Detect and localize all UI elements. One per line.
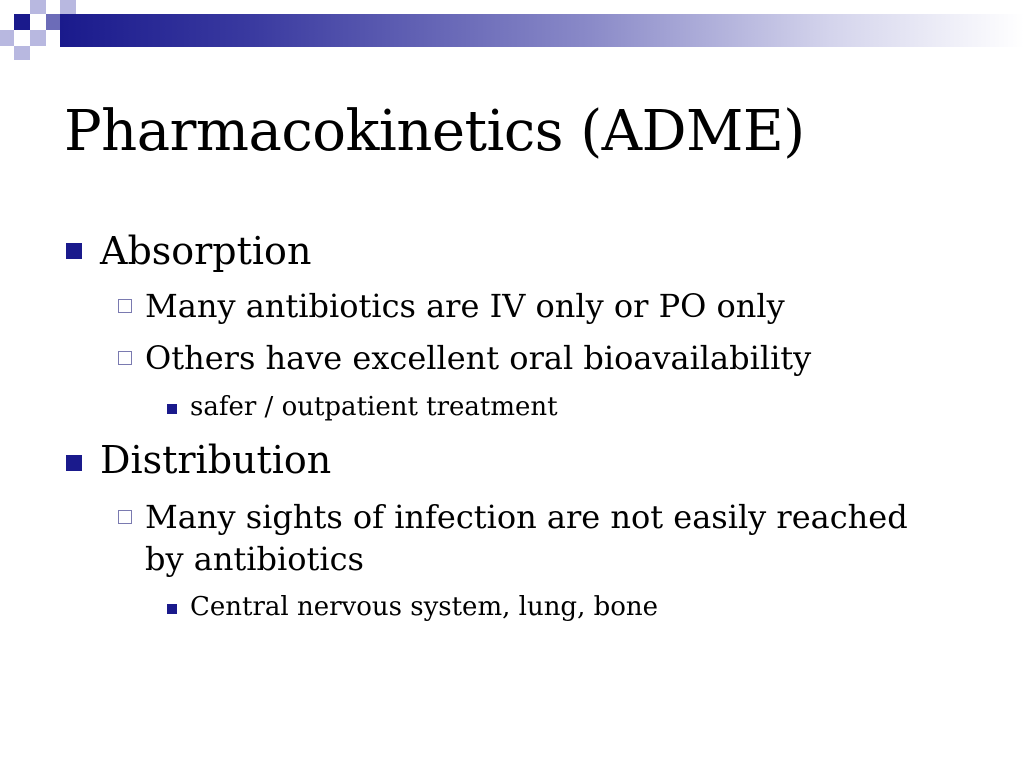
hollow-square-icon — [118, 299, 132, 313]
small-filled-square-icon — [167, 604, 177, 614]
sub-bullet-continuation: by antibiotics — [145, 540, 364, 578]
bullet-distribution: Distribution — [100, 438, 332, 482]
decor-square-light — [14, 46, 30, 60]
decor-square-light — [30, 30, 46, 46]
decor-square-light — [60, 0, 76, 14]
decor-square-dark — [14, 14, 30, 30]
decor-square-light — [30, 0, 46, 14]
hollow-square-icon — [118, 351, 132, 365]
decor-square-mid — [46, 14, 60, 30]
decor-square-light — [0, 30, 14, 46]
sub-bullet: Others have excellent oral bioavailability — [145, 339, 812, 377]
hollow-square-icon — [118, 510, 132, 524]
sub-sub-bullet: safer / outpatient treatment — [190, 392, 558, 422]
filled-square-icon — [66, 455, 82, 471]
sub-bullet: Many antibiotics are IV only or PO only — [145, 287, 785, 325]
small-filled-square-icon — [167, 404, 177, 414]
bullet-absorption: Absorption — [100, 229, 312, 273]
sub-bullet: Many sights of infection are not easily reached — [145, 498, 908, 536]
sub-sub-bullet: Central nervous system, lung, bone — [190, 592, 659, 622]
filled-square-icon — [66, 243, 82, 259]
header-gradient-bar — [60, 14, 1024, 47]
slide-title: Pharmacokinetics (ADME) — [64, 99, 805, 164]
